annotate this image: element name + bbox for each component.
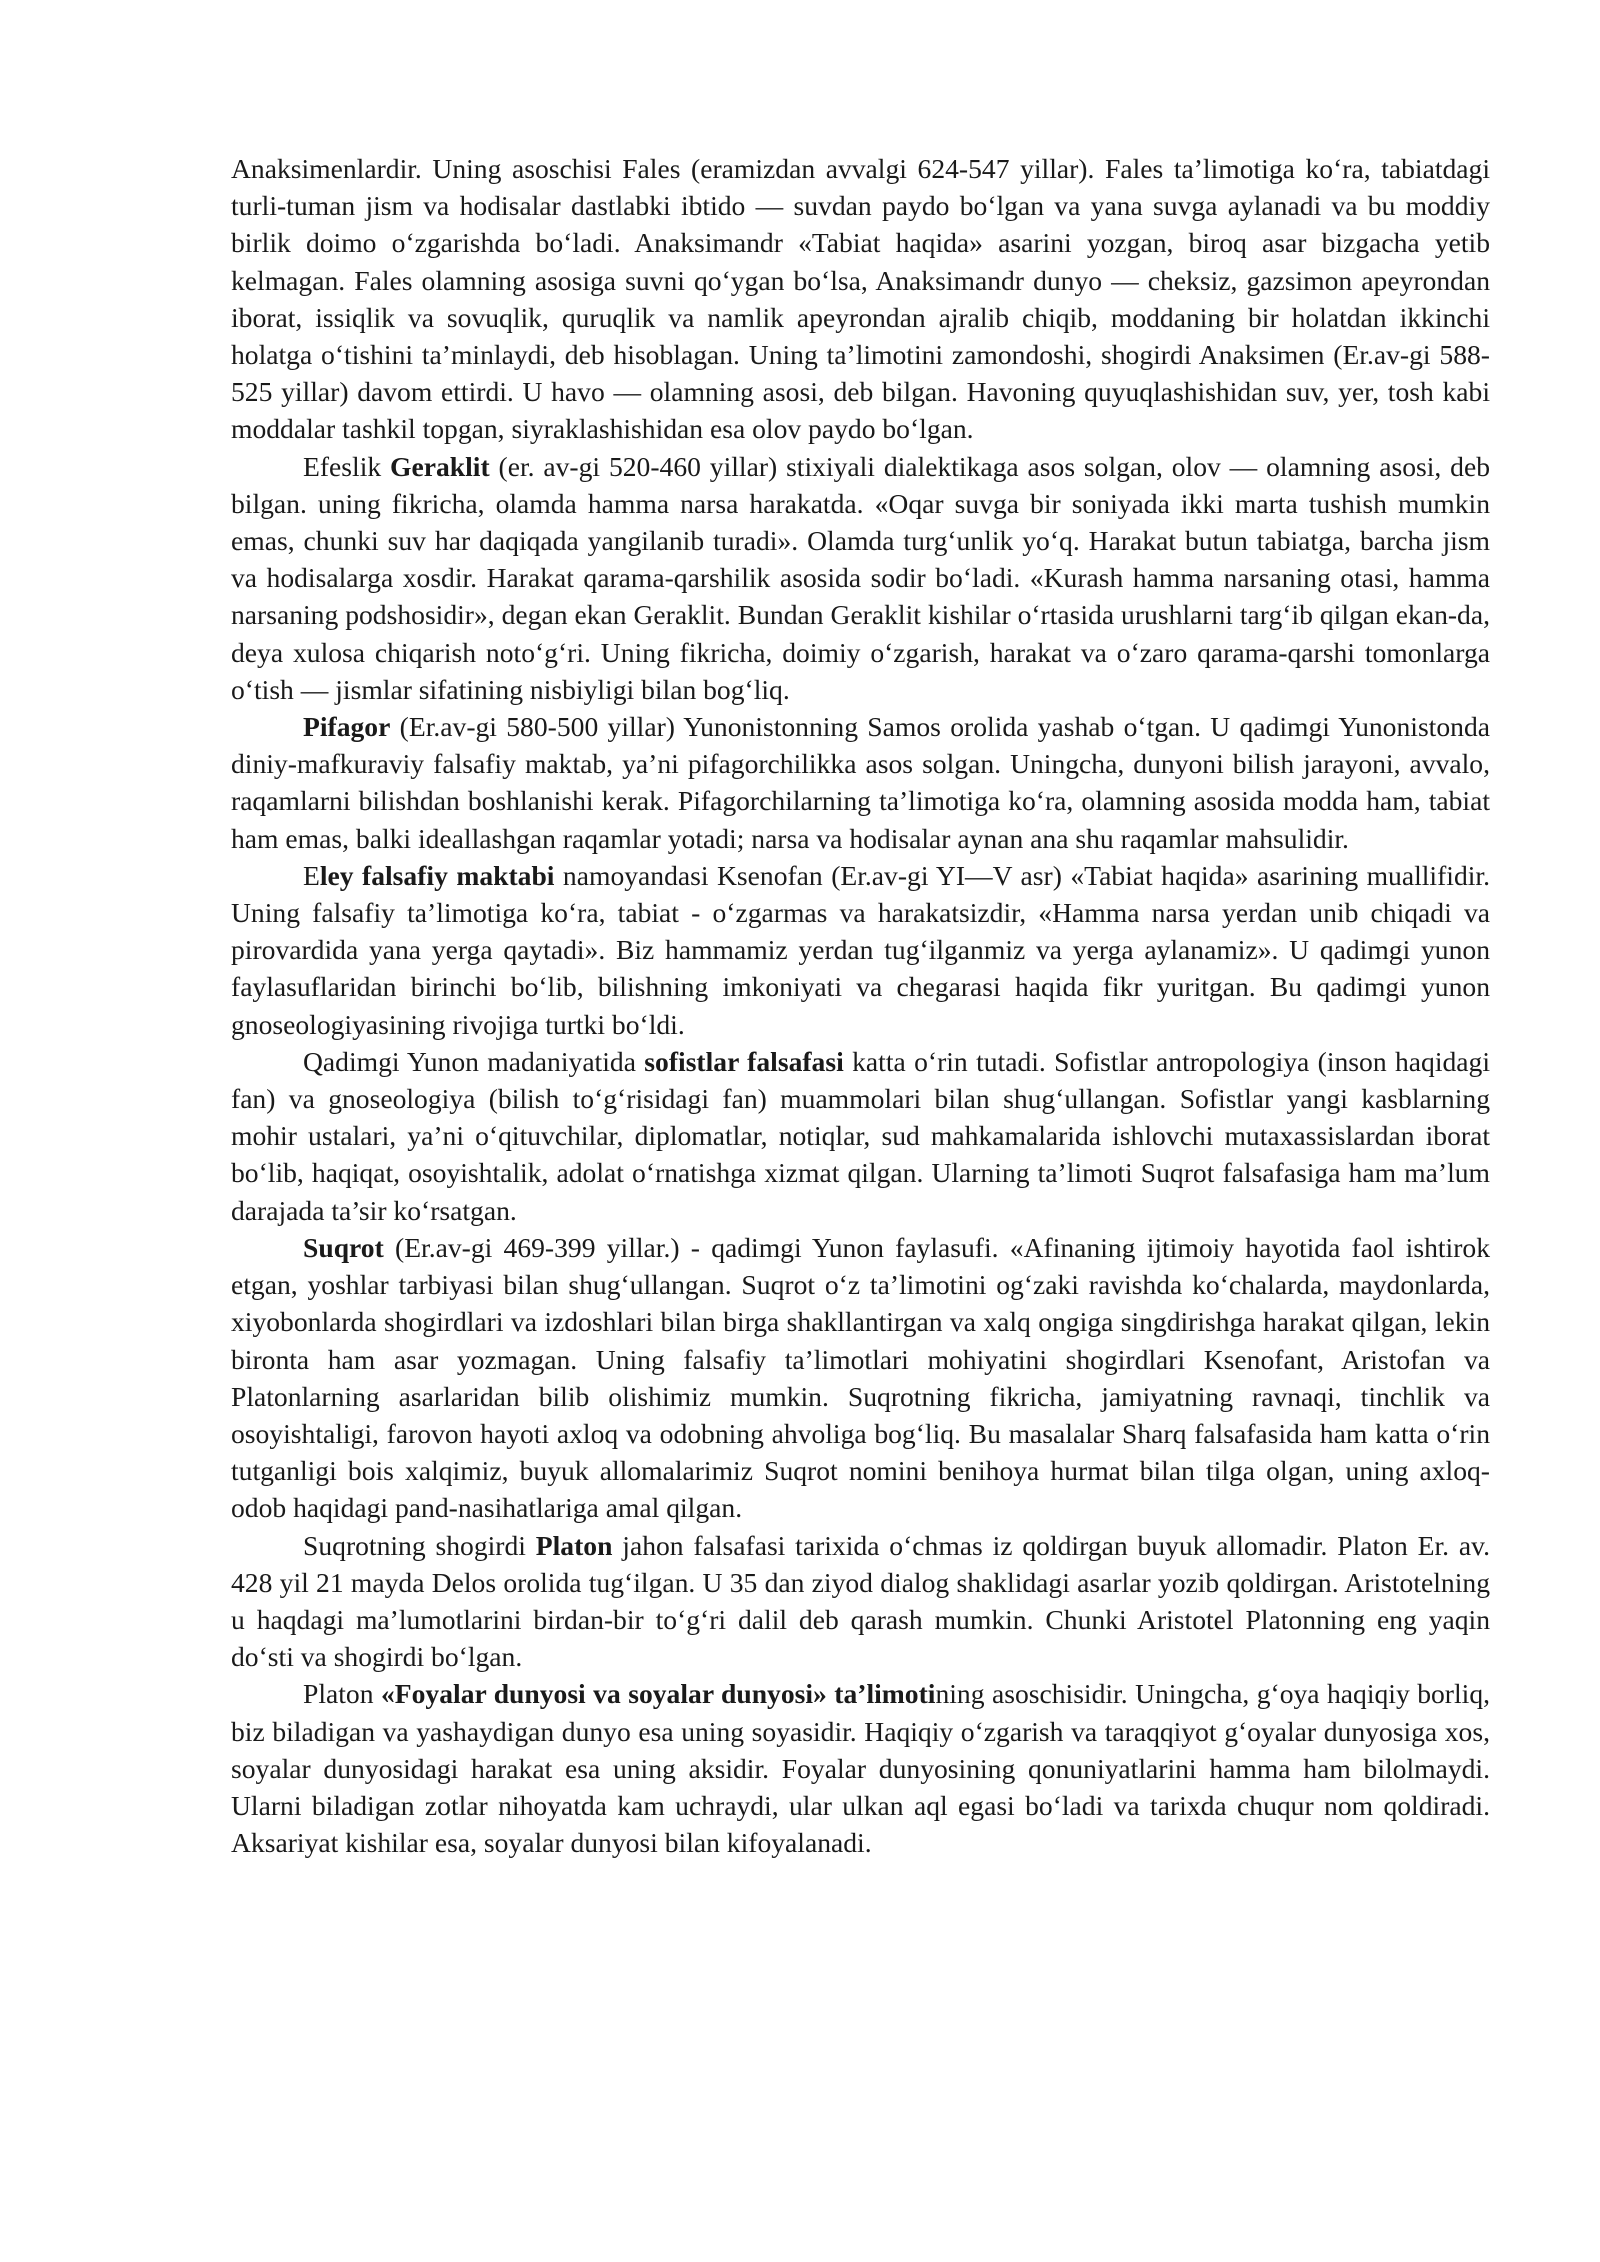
bold-term-geraklit: Geraklit <box>390 450 490 482</box>
bold-term-sofistlar: sofistlar falsafasi <box>644 1045 844 1077</box>
paragraph-suqrot <box>231 1229 1490 1527</box>
paragraph-lead: Suqrotning shogirdi <box>303 1529 536 1561</box>
paragraph-text: (Er.av-gi 580-500 yillar) Yunonistonning Samos orolida yashab o‘tgan. U qadimgi Yunonistonda diniy-mafkuraviy falsafiy maktab, ya’ni pifagorchilikka asos solgan. Uningcha, dunyoni bilish jarayoni, avvalo, raqamlarni bilishdan boshlanishi kerak. Pifagorchilarning ta’limotiga ko‘ra, olamning asosida modda ham, tabiat ham emas, balki ideallashgan raqamlar yotadi; narsa va hodisalar aynan ana shu raqamlar mahsulidir. <box>231 711 1490 854</box>
paragraph-text: jahon falsafasi tarixida o‘chmas iz qoldirgan buyuk allomadir. Platon Er. av. 428 yil 21 mayda Delos orolida tug‘ilgan. U 35 dan ziyod dialog shaklidagi asarlar yozib qoldirgan. Aristotelning u haqdagi ma’lumotlarini birdan-bir to‘g‘ri dalil deb qarash mumkin. Chunki Aristotel Platonning eng yaqin do‘sti va shogirdi bo‘lgan. <box>231 1529 1490 1673</box>
paragraph-lead: Qadimgi Yunon madaniyatida <box>303 1045 645 1077</box>
paragraph-text: (Er.av-gi 469-399 yillar.) - qadimgi Yunon faylasufi. «Afinaning ijtimoiy hayotida faol ishtirok etgan, yoshlar tarbiyasi bilan shug‘ullangan. Suqrot o‘z ta’limotini og‘zaki ravishda ko‘chalarda, maydonlarda, xiyobonlarda shogirdlari va izdoshlari bilan birga shakllantirgan va xalq ongiga singdirishga harakat qilgan, lekin bironta ham asar yozmagan. Uning falsafiy ta’limotlari mohiyatini shogirdlari Ksenofant, Aristofan va Platonlarning asarlaridan bilib olishimiz mumkin. Suqrotning fikricha, jamiyatning ravnaqi, tinchlik va osoyishtaligi, farovon hayoti axloq va odobning ahvoliga bog‘liq. Bu masalalar Sharq falsafasida ham katta o‘rin tutganligi bois xalqimiz, buyuk allomalarimiz Suqrot nomini benihoya hurmat bilan tilga olgan, uning axloq-odob haqidagi pand-nasihatlariga amal qilgan. <box>231 1231 1490 1524</box>
document-page <box>231 150 1490 1861</box>
paragraph-text: Anaksimenlardir. Uning asoschisi Fales (eramizdan avvalgi 624-547 yillar). Fales ta’limotiga ko‘ra, tabiatdagi turli-tuman jism va hodisalar dastlabki ibtido — suvdan paydo bo‘lgan va yana suvga aylanadi va bu moddiy birlik doimo o‘zgarishda bo‘ladi. Anaksimandr «Tabiat haqida» asarini yozgan, biroq asar bizgacha yetib kelmagan. Fales olamning asosiga suvni qo‘ygan bo‘lsa, Anaksimandr dunyo — cheksiz, gazsimon apeyrondan iborat, issiqlik va sovuqlik, quruqlik va namlik apeyrondan ajralib chiqib, moddaning bir holatdan ikkinchi holatga o‘tishini ta’minlaydi, deb hisoblagan. Uning ta’limotini zamondoshi, shogirdi Anaksimen (Er.av-gi 588-525 yillar) davom ettirdi. U havo — olamning asosi, deb bilgan. Havoning quyuqlashishidan suv, yer, tosh kabi moddalar tashkil topgan, siyraklashishidan esa olov paydo bo‘lgan. <box>231 153 1490 445</box>
paragraph-lead: Platon <box>303 1678 381 1710</box>
paragraph-text: namoyandasi Ksenofan (Er.av-gi YI—V asr) «Tabiat haqida» asarining muallifidir. Uning falsafiy ta’limotiga ko‘ra, tabiat - o‘zgarmas va harakatsizdir, «Hamma narsa yerdan unib chiqadi va pirovardida yana yerga qaytadi». Biz hammamiz yerdan tug‘ilganmiz va yerga aylanamiz». U qadimgi yunon faylasuflaridan birinchi bo‘lib, bilishning imkoniyati va chegarasi haqida fikr yuritgan. Bu qadimgi yunon gnoseologiyasining rivojiga turtki bo‘ldi. <box>231 859 1490 1040</box>
paragraph-lead: Efeslik <box>303 450 391 482</box>
bold-term-suqrot: Suqrot <box>303 1231 384 1263</box>
bold-term-pifagor: Pifagor <box>303 711 391 743</box>
paragraph-pifagor <box>231 708 1490 857</box>
paragraph-eley <box>231 857 1490 1043</box>
bold-term-platon: Platon <box>535 1529 613 1561</box>
paragraph-platon <box>231 1527 1490 1676</box>
paragraph-text: katta o‘rin tutadi. Sofistlar antropologiya (inson haqidagi fan) va gnoseologiya (bilish to‘g‘risidagi fan) muammolari bilan shug‘ullangan. Sofistlar yangi kasblarning mohir ustalari, ya’ni o‘qituvchilar, diplomatlar, notiqlar, sud mahkamalarida ishlovchi mutaxassislardan iborat bo‘lib, haqiqat, osoyishtalik, adolat o‘rnatishga xizmat qilgan. Ularning ta’limoti Suqrot falsafasiga ham ma’lum darajada ta’sir ko‘rsatgan. <box>231 1045 1490 1226</box>
paragraph-lead: E <box>303 859 320 891</box>
paragraph-goyalar <box>231 1675 1490 1861</box>
paragraph-text: (er. av-gi 520-460 yillar) stixiyali dialektikaga asos solgan, olov — olamning asosi, deb bilgan. uning fikricha, olamda hamma narsa harakatda. «Oqar suvga bir soniyada ikki marta tushish mumkin emas, chunki suv har daqiqada yangilanib turadi». Olamda turg‘unlik yo‘q. Harakat butun tabiatga, barcha jism va hodisalarga xosdir. Harakat qarama-qarshilik asosida sodir bo‘ladi. «Kurash hamma narsaning otasi, hamma narsaning podshosidir», degan ekan Geraklit. Bundan Geraklit kishilar o‘rtasida urushlarni targ‘ib qilgan ekan-da, deya xulosa chiqarish noto‘g‘ri. Uning fikricha, doimiy o‘zgarish, harakat va o‘zaro qarama-qarshi tomonlarga o‘tish — jismlar sifatining nisbiyligi bilan bog‘liq. <box>231 450 1491 705</box>
bold-term-goyalar: «Foyalar dunyosi va soyalar dunyosi» ta’limoti <box>380 1678 936 1710</box>
paragraph-text: ning asoschisidir. Uningcha, g‘oya haqiqiy borliq, biz biladigan va yashaydigan dunyo esa uning soyasidir. Haqiqiy o‘zgarish va taraqqiyot g‘oyalar dunyosiga xos, soyalar dunyosidagi harakat esa uning aksidir. Foyalar dunyosining qonuniyatlarini hamma ham bilolmaydi. Ularni biladigan zotlar nihoyatda kam uchraydi, ular ulkan aql egasi bo‘ladi va tarixda chuqur nom qoldiradi. Aksariyat kishilar esa, soyalar dunyosi bilan kifoyalanadi. <box>231 1678 1491 1859</box>
bold-term-eley: ley falsafiy maktabi <box>319 859 555 891</box>
paragraph-geraklit <box>231 448 1490 708</box>
paragraph-anaksimenlar <box>231 150 1490 448</box>
paragraph-sofistlar <box>231 1043 1490 1229</box>
